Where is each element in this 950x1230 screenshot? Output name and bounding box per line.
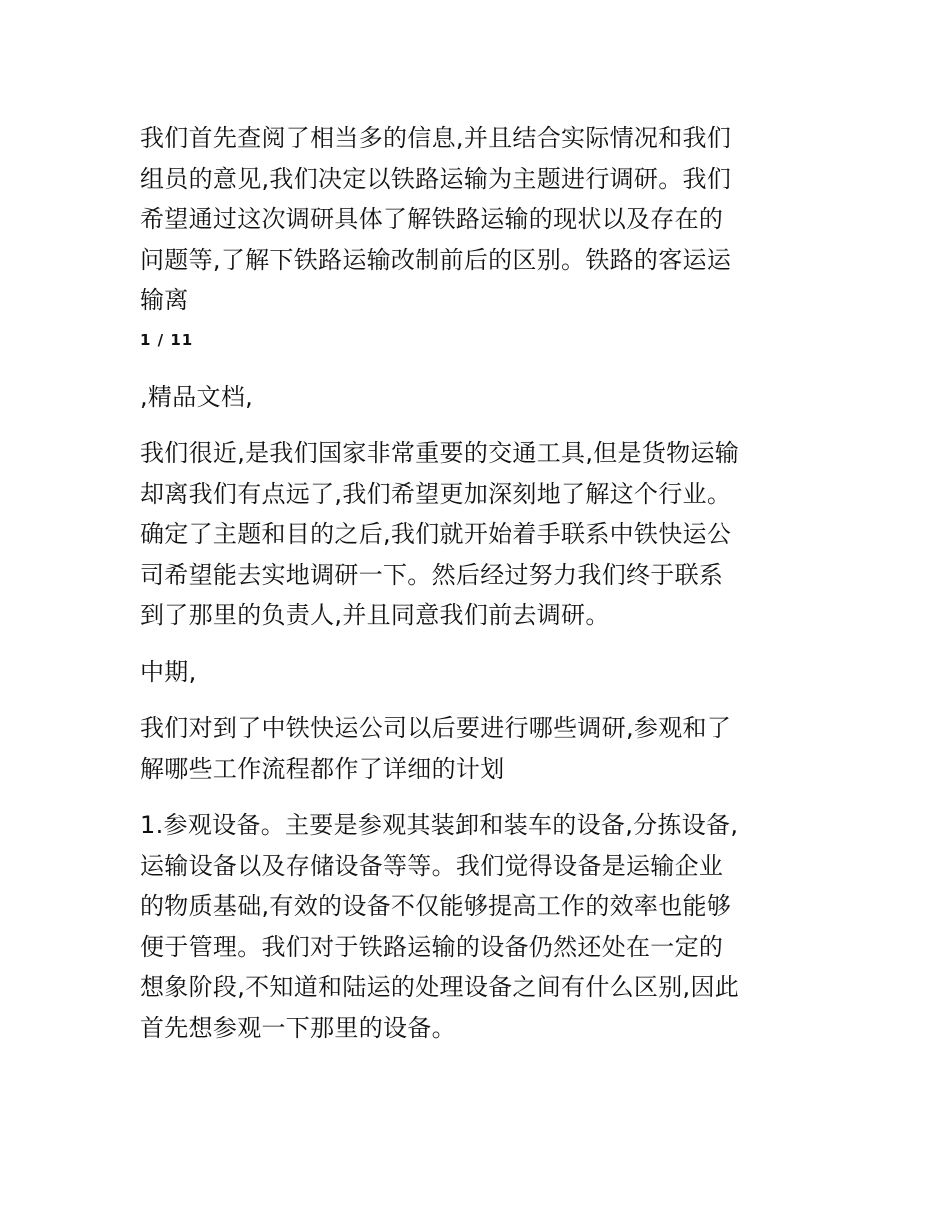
paragraph-3: 中期, xyxy=(140,657,197,686)
paragraph-1: 我们首先查阅了相当多的信息,并且结合实际情况和我们 组员的意见,我们决定以铁路运输为主题进行调研。我们 希望通过这次调研具体了解铁路运输的现状以及存在的 问题等,了解下铁路运输改制前后的区别。铁路的客运运 输离 xyxy=(140,124,732,314)
paragraph-4: 我们对到了中铁快运公司以后要进行哪些调研,参观和了 解哪些工作流程都作了详细的计划 xyxy=(140,714,732,783)
page-number: 1 / 11 xyxy=(140,330,194,349)
header-note: ,精品文档, xyxy=(140,382,254,411)
document-page xyxy=(140,118,820,1048)
paragraph-5: 1.参观设备。主要是参观其装卸和装车的设备,分拣设备, 运输设备以及存储设备等等。我们觉得设备是运输企业 的物质基础,有效的设备不仅能够提高工作的效率也能够 便于管理。我们对于铁路运输的设备仍然还处在一定的 想象阶段,不知道和陆运的处理设备之间有什么区别,因此 首先想参观一下那里的设备。 xyxy=(140,811,740,1042)
paragraph-2: 我们很近,是我们国家非常重要的交通工具,但是货物运输 却离我们有点远了,我们希望更加深刻地了解这个行业。 确定了主题和目的之后,我们就开始着手联系中铁快运公 司希望能去实地调研一下。然后经过努力我们终于联系 到了那里的负责人,并且同意我们前去调研。 xyxy=(140,439,740,629)
